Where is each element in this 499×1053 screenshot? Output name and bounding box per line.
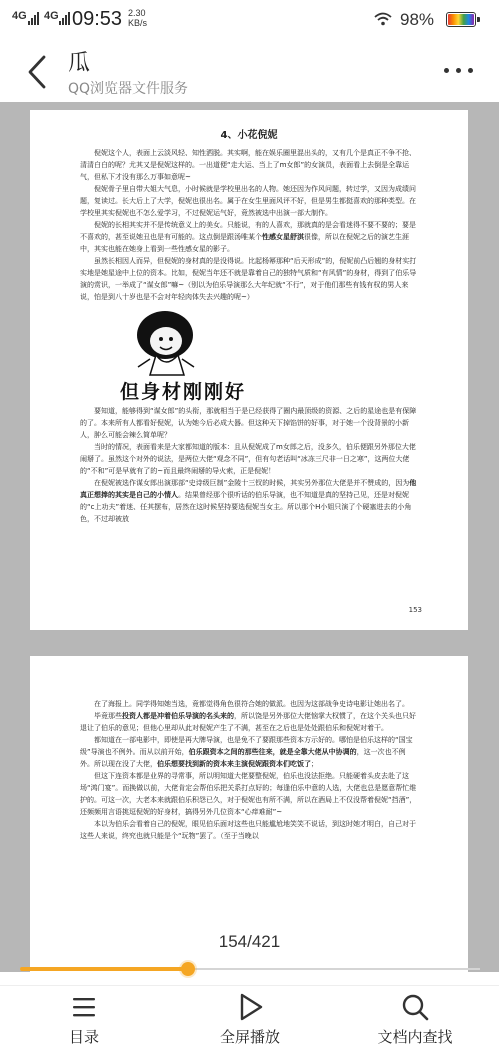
menu-list-icon [69, 992, 99, 1022]
page-number: 153 [408, 606, 422, 614]
more-options-button[interactable] [442, 58, 476, 82]
bottom-toolbar [0, 985, 499, 1053]
find-in-document-label: 文档内查找 [377, 1028, 453, 1046]
text-run: 本以为伯乐会看着自己的倪妮，眼见伯乐面对这些也只能尴尬地笑笑不说话，到这时她才明白，自己对于这些人来说，终究也就只能是个“玩物”罢了。（至于当晚以 [80, 820, 416, 840]
bold-text: 伯乐想要找到新的资本来主演倪妮跟资本们吃饭了 [157, 760, 311, 768]
bold-text: 投资人都是冲着伯乐导演的名头来的 [122, 712, 234, 720]
signal-bars-icon [28, 11, 40, 25]
text-run: ，所以饶是另外那位大佬恼掌大权惯了，在这个关头也只好退让了伯乐的意见；但他心里却从此对倪妮产生了不满，甚至在之后也是处处跟伯乐和倪妮对着干。 [80, 712, 416, 732]
paragraph [80, 441, 418, 477]
text-run: 在了海报上。同学得知她当选，竟都觉得角色很符合她的做派。也因为这部战争史诗电影让她出名了。 [94, 700, 409, 708]
network-speed-unit: KB/s [128, 18, 148, 28]
reading-progress-slider[interactable] [0, 960, 499, 978]
signal-label-2: 4G [44, 10, 59, 22]
page-text [80, 405, 418, 525]
status-bar [0, 0, 499, 40]
text-run: 倪妮骨子里自带大姐大气息，小时候就是学校里出名的人物。她还因为作风问题，转过学，又因为成绩问题，复读过。长大后上了大学，倪妮也很出名。属于在女生里面风评不好，但是男生都挺喜欢的那种类型。在学校里其实倪妮也不怎么爱学习，不过倪妮运气好，竟然被选中出演一部大制作。 [80, 185, 416, 217]
network-speed [128, 8, 147, 28]
bold-text: 性感女星舒淇 [262, 233, 304, 241]
back-arrow-icon[interactable] [22, 54, 52, 90]
illustration-caption: 但身材刚刚好 [120, 381, 247, 403]
more-dot-icon [456, 68, 461, 73]
signal-label-1: 4G [12, 10, 27, 22]
text-run: 在倪妮被选作谋女郎出演那部“史诗级巨制”金陵十三钗的时候，其实另外那位大佬是并不赞成的，因为 [94, 479, 410, 487]
text-run: ，这一次也不例外。所以现在没了大佬， [80, 748, 406, 768]
wifi-icon [374, 12, 392, 26]
paragraph [80, 698, 418, 710]
paragraph [80, 255, 418, 303]
paragraph [80, 219, 418, 255]
page-title: 瓜 [68, 51, 91, 76]
toc-label: 目录 [68, 1028, 99, 1046]
text-run: 倪妮的长相其实并不是传统意义上的美女。只能说，有的人喜欢，那就真的是会看迷得不要不要的；要是不喜欢的，甚至说她丑也是有可能的。这点倒是跟汤唯某个 [80, 221, 416, 241]
page-text [80, 698, 418, 842]
paragraph [80, 770, 418, 818]
document-page [30, 110, 468, 630]
signal-bars-icon [59, 11, 71, 25]
paragraph [80, 818, 418, 842]
status-time: 09:53 [72, 8, 123, 30]
fullscreen-play-label: 全屏播放 [219, 1028, 280, 1046]
paragraph [80, 477, 418, 525]
battery-icon [446, 12, 476, 27]
document-viewer[interactable] [0, 102, 499, 972]
cartoon-figure-icon [120, 309, 270, 379]
page-subtitle: QQ浏览器文件服务 [68, 81, 189, 97]
toc-button[interactable] [24, 992, 144, 1052]
fullscreen-play-button[interactable] [190, 992, 310, 1052]
text-run: 但这下连资本都是业界的寻常事，所以明知道大佬要整倪妮，伯乐也没法拒绝。只能硬着头皮去赴了这场“鸿门宴”。而换做以前，大佬肯定会帮伯乐把关系打点好的；每逢伯乐中意的人选，大佬也总是愿意帮忙维护的。可这一次，大老本来就跟伯乐积怨已久，对于倪妮也有所不满，所以在酒局上不仅没帮着倪妮“挡酒”，还频频用言语挑逗倪妮的好身材，搞得另外几位资本“心痒难耐”~ [80, 772, 417, 816]
paragraph [80, 405, 418, 441]
text-run: 很像，所以在倪妮之后的演艺生涯中，其实也能在她身上看到一些性感女星的影子。 [80, 233, 409, 253]
text-run: 当时的情况，表面看来是大家都知道的版本：且从倪妮成了m女郎之后，没多久，伯乐便跟另外那位大佬闹掰了。虽然这个对外的说法，是两位大佬“观念不同”，但有句老话叫“冰冻三尺非一日之寒”，这两位大佬的“不和”可是早就有了的~而且最终闹掰的导火索，正是倪妮！ [80, 443, 416, 475]
illustration [80, 309, 418, 401]
paragraph [80, 734, 418, 770]
play-icon [235, 992, 265, 1022]
text-run: ； [311, 760, 318, 768]
bold-text: 他真正想捧的其实是自己的小情人 [80, 479, 417, 499]
text-run: 都知道在一部电影中，即使是再大牌导演，也是免不了要跟那些资本方示好的。哪怕是伯乐这样的“国宝级”导演也不例外。而从以前开始， [80, 736, 413, 756]
more-dot-icon [444, 68, 449, 73]
chapter-heading: 4、小花倪妮 [220, 130, 278, 141]
progress-fill [20, 967, 188, 971]
progress-handle[interactable] [181, 962, 195, 976]
battery-percent: 98% [400, 10, 435, 29]
paragraph [80, 147, 418, 183]
paragraph [80, 710, 418, 734]
document-page [30, 656, 468, 972]
text-run: 要知道，能够得到“谋女郎”的头衔，那就相当于是已经获得了圈内最顶级的资源、之后的星途也是有保障的了。本来所有人都看好倪妮，认为她今后必成大器。但这种天下掉馅饼的好事，对于她一个没背景的小新人，肿么可能会辣么简单呢？ [80, 407, 417, 439]
text-run: 倪妮这个人，表面上云淡风轻、知性洒脱。其实啊，能在娱乐圈里混出头的，又有几个是真正不争不抢、清清白白的呢？尤其又是倪妮这样的。一出道便“走大运、当上了m女郎”的女演员，表面看上去倒是全靠运气，但私下才没有那么万事如意呢~ [80, 149, 416, 181]
paragraph [80, 183, 418, 219]
page-indicator: 154/421 [218, 932, 281, 951]
text-run: 毕竟那些 [94, 712, 122, 720]
find-in-document-button[interactable] [355, 992, 475, 1052]
text-run: 。结果曾经那个很听话的伯乐导演，也不知道是真的坚持己见，还是对倪妮的“c上功夫”着迷、任其摆布，居然在这时候坚持要选倪妮当女主。所以那个H小姐只演了个硬塞进去的小角色，不过却被放 [80, 491, 412, 523]
text-run: 虽然长相因人而异，但倪妮的身材真的是没得说。比起杨幂那种“后天形成”的，倪妮前凸后翘的身材实打实地是她星途中上位的资本。比如，倪妮当年还不就是靠着自己的独特气质和“有风情”的身材，得到了伯乐导演的赏识，一举成了“谋女郎”嘛~（别以为伯乐导演那么大年纪就“不行”，对于他们那些有钱有权的男人来说，怕是到八十岁也是不会对年轻肉体失去兴趣的呢~） [80, 257, 417, 301]
bold-text: 伯乐跟资本之间的那些往来，就是全靠大佬从中协调的 [188, 748, 357, 756]
more-dot-icon [468, 68, 473, 73]
search-icon [400, 992, 430, 1022]
network-speed-value: 2.30 [128, 8, 146, 18]
page-text [80, 147, 418, 303]
app-header [0, 40, 499, 102]
